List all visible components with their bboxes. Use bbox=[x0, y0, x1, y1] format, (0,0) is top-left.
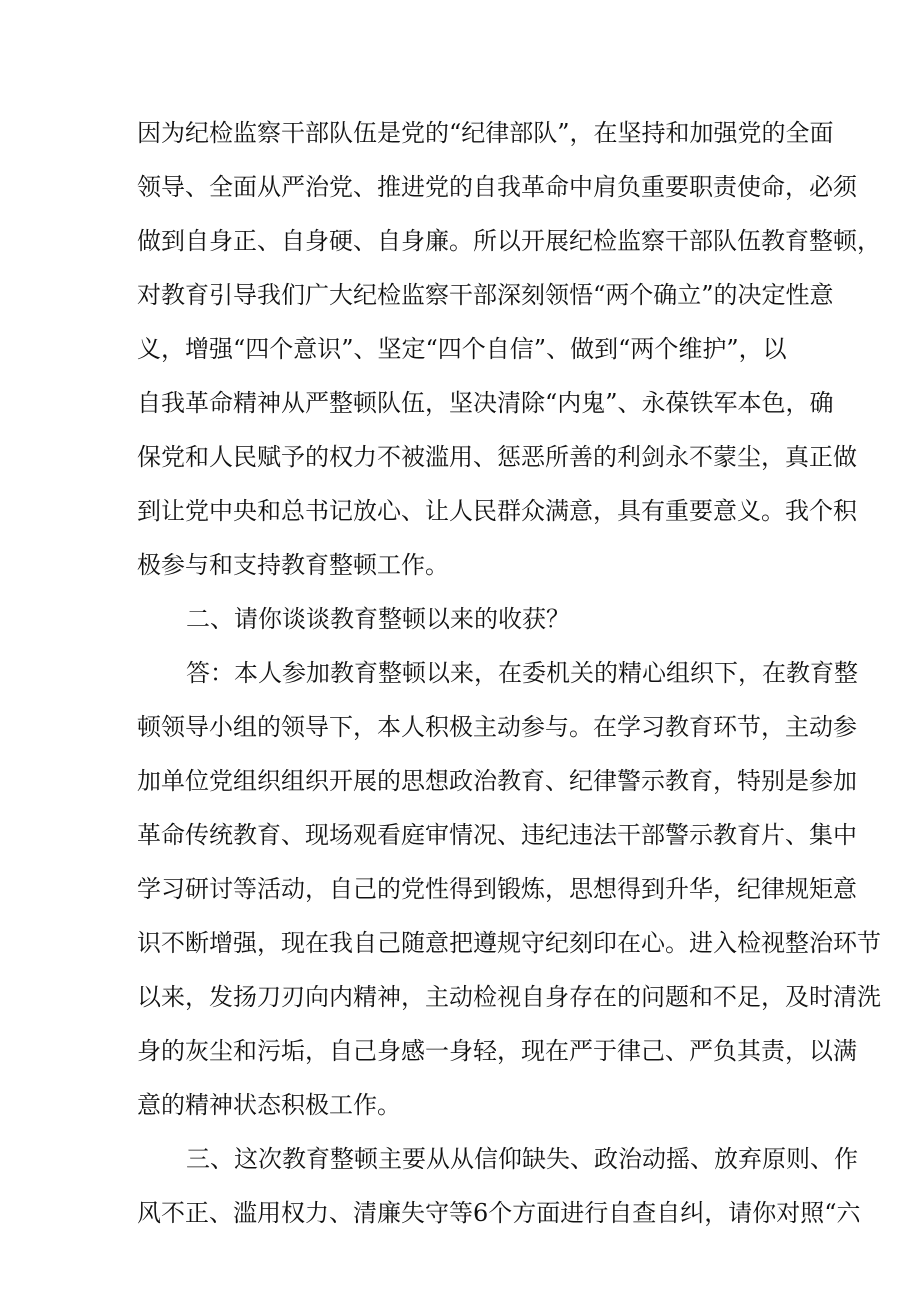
text-line: 顿领导小组的领导下，本人积极主动参与。在学习教育环节，主动参 bbox=[137, 713, 857, 741]
text-line: 领导、全面从严治党、推进党的自我革命中肩负重要职责使命，必须 bbox=[137, 173, 857, 201]
text-line: 学习研讨等活动，自己的党性得到锻炼，思想得到升华，纪律规矩意 bbox=[137, 875, 857, 903]
text-line: 自我革命精神从严整顿队伍，坚决清除“内鬼”、永葆铁军本色，确 bbox=[137, 389, 834, 417]
text-line: 保党和人民赋予的权力不被滥用、惩恶所善的利剑永不蒙尘，真正做 bbox=[137, 443, 857, 471]
text-line: 到让党中央和总书记放心、让人民群众满意，具有重要意义。我个积 bbox=[137, 497, 857, 525]
text-line: 做到自身正、自身硬、自身廉。所以开展纪检监察干部队伍教育整顿， bbox=[137, 227, 881, 255]
text-line: 以来，发扬刀刃向内精神，主动检视自身存在的问题和不足，及时清洗 bbox=[137, 983, 881, 1011]
text-line: 革命传统教育、现场观看庭审情况、违纪违法干部警示教育片、集中 bbox=[137, 821, 857, 849]
text-line: 意的精神状态积极工作。 bbox=[137, 1091, 401, 1119]
text-line: 身的灰尘和污垢，自己身感一身轻，现在严于律己、严负其责，以满 bbox=[137, 1037, 857, 1065]
text-line: 义，增强“四个意识”、坚定“四个自信”、做到“两个维护”，以 bbox=[137, 335, 787, 363]
text-line: 风不正、滥用权力、清廉失守等6个方面进行自查自纠，请你对照“六 bbox=[137, 1199, 861, 1227]
text-line: 极参与和支持教育整顿工作。 bbox=[137, 551, 449, 579]
question-heading: 三、这次教育整顿主要从从信仰缺失、政治动摇、放弃原则、作 bbox=[186, 1145, 858, 1173]
text-line: 因为纪检监察干部队伍是党的“纪律部队”，在坚持和加强党的全面 bbox=[137, 119, 834, 147]
text-line: 对教育引导我们广大纪检监察干部深刻领悟“两个确立”的决定性意 bbox=[137, 281, 834, 309]
text-line: 答：本人参加教育整顿以来，在委机关的精心组织下，在教育整 bbox=[186, 659, 858, 687]
text-line: 识不断增强，现在我自己随意把遵规守纪刻印在心。进入检视整治环节 bbox=[137, 929, 881, 957]
text-line: 加单位党组织组织开展的思想政治教育、纪律警示教育，特别是参加 bbox=[137, 767, 857, 795]
question-heading: 二、请你谈谈教育整顿以来的收获？ bbox=[186, 605, 570, 633]
